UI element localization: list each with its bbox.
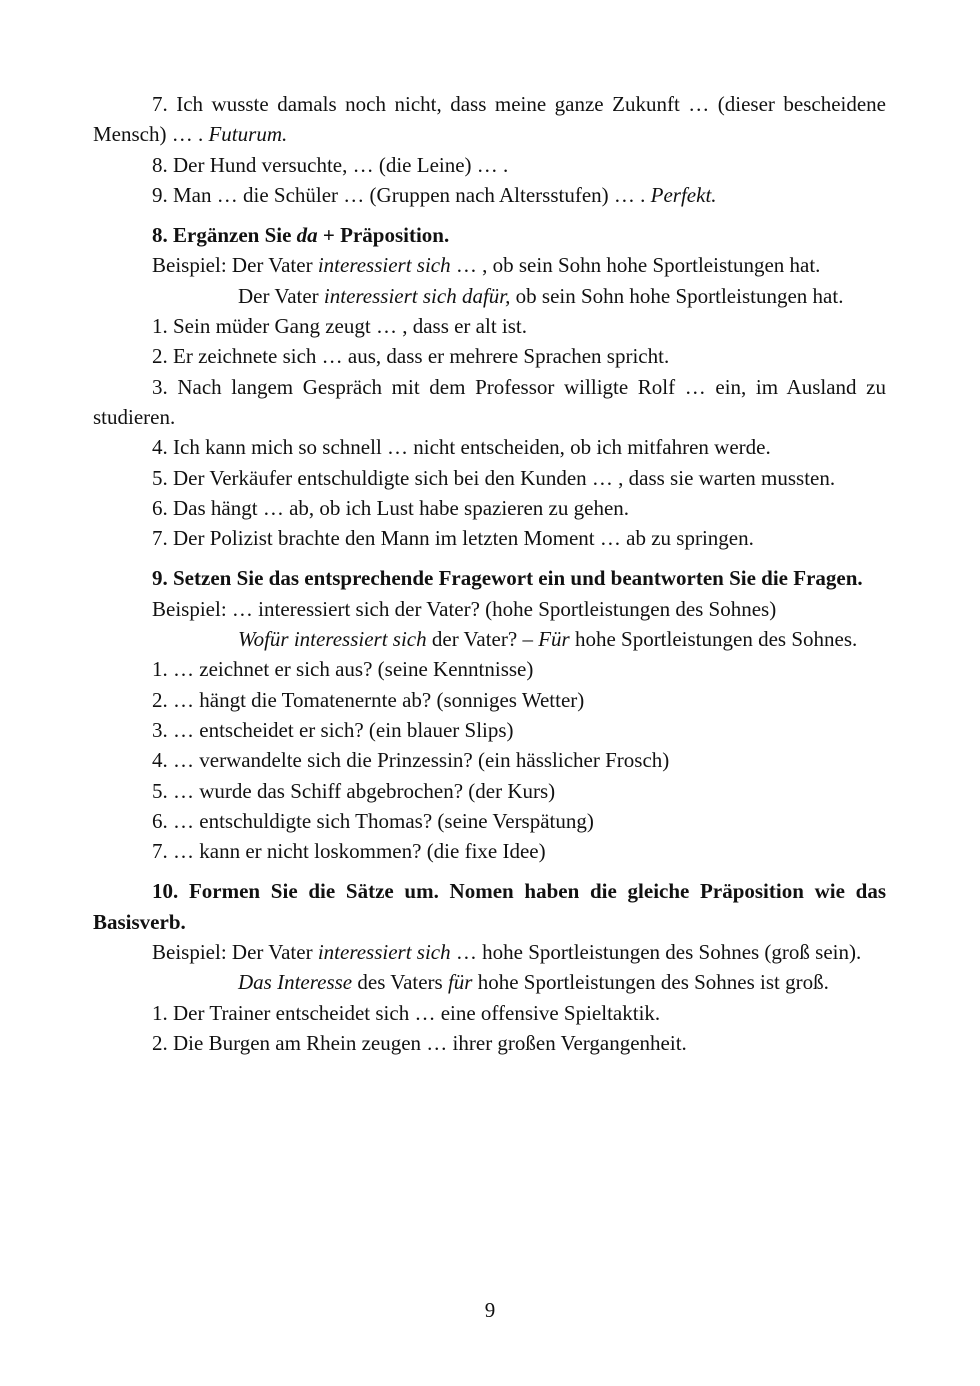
- exercise-9-item: 5. … wurde das Schiff abgebrochen? (der Kurs): [152, 778, 556, 803]
- exercise-9-example: Beispiel: … interessiert sich der Vater? (hohe Sportleistungen des Sohnes): [152, 596, 777, 621]
- exercise-9-item: 1. … zeichnet er sich aus? (seine Kenntnisse): [152, 657, 534, 682]
- exercise-9-item: 2. … hängt die Tomatenernte ab? (sonniges Wetter): [152, 687, 585, 712]
- sec7-item-7: 7. Ich wusste damals noch nicht, dass meine ganze Zukunft … (dieser bescheidene Mensch) … . Futurum.: [93, 92, 886, 147]
- exercise-8-item: 4. Ich kann mich so schnell … nicht entscheiden, ob ich mitfahren werde.: [152, 435, 771, 460]
- sec7-item-9: 9. Man … die Schüler … (Gruppen nach Altersstufen) … . Perfekt.: [152, 182, 717, 207]
- exercise-8-example: Beispiel: Der Vater interessiert sich … , ob sein Sohn hohe Sportleistungen hat.: [152, 253, 821, 278]
- exercise-8-example-answer: Der Vater interessiert sich dafür, ob sein Sohn hohe Sportleistungen hat.: [238, 283, 844, 308]
- exercise-8-item: 6. Das hängt … ab, ob ich Lust habe spazieren zu gehen.: [152, 495, 630, 520]
- exercise-10-item: 1. Der Trainer entscheidet sich … eine offensive Spieltaktik.: [152, 1000, 661, 1025]
- exercise-9-item: 7. … kann er nicht loskommen? (die fixe Idee): [152, 839, 546, 864]
- exercise-8-item: 2. Er zeichnete sich … aus, dass er mehrere Sprachen spricht.: [152, 344, 670, 369]
- exercise-10-example: Beispiel: Der Vater interessiert sich … hohe Sportleistungen des Sohnes (groß sein).: [152, 940, 862, 965]
- exercise-10-example-answer: Das Interesse des Vaters für hohe Sportleistungen des Sohnes ist groß.: [238, 970, 829, 995]
- exercise-9-example-answer: Wofür interessiert sich der Vater? – Für hohe Sportleistungen des Sohnes.: [238, 627, 858, 652]
- exercise-8-item: 3. Nach langem Gespräch mit dem Professor willigte Rolf … ein, im Ausland zu studieren.: [93, 374, 886, 429]
- exercise-8-title: 8. Ergänzen Sie da + Präposition.: [152, 223, 450, 248]
- tense-label: Perfekt.: [650, 182, 717, 207]
- page-number: 9: [484, 1298, 496, 1322]
- exercise-9-item: 4. … verwandelte sich die Prinzessin? (ein hässlicher Frosch): [152, 748, 670, 773]
- exercise-10-title: 10. Formen Sie die Sätze um. Nomen haben die gleiche Präposition wie das Basisverb.: [93, 879, 886, 934]
- sec7-item-8: 8. Der Hund versuchte, … (die Leine) … .: [152, 152, 509, 177]
- page-content: [93, 89, 886, 1058]
- exercise-9-item: 3. … entscheidet er sich? (ein blauer Slips): [152, 717, 514, 742]
- tense-label: Futurum.: [208, 122, 288, 147]
- exercise-9-title: 9. Setzen Sie das entsprechende Fragewort ein und beantworten Sie die Fragen.: [152, 566, 863, 591]
- exercise-8-item: 5. Der Verkäufer entschuldigte sich bei den Kunden … , dass sie warten mussten.: [152, 465, 836, 490]
- exercise-8-item: 7. Der Polizist brachte den Mann im letzten Moment … ab zu springen.: [152, 526, 754, 551]
- exercise-9-item: 6. … entschuldigte sich Thomas? (seine Verspätung): [152, 808, 594, 833]
- exercise-10-item: 2. Die Burgen am Rhein zeugen … ihrer großen Vergangenheit.: [152, 1030, 687, 1055]
- exercise-8-item: 1. Sein müder Gang zeugt … , dass er alt ist.: [152, 314, 528, 339]
